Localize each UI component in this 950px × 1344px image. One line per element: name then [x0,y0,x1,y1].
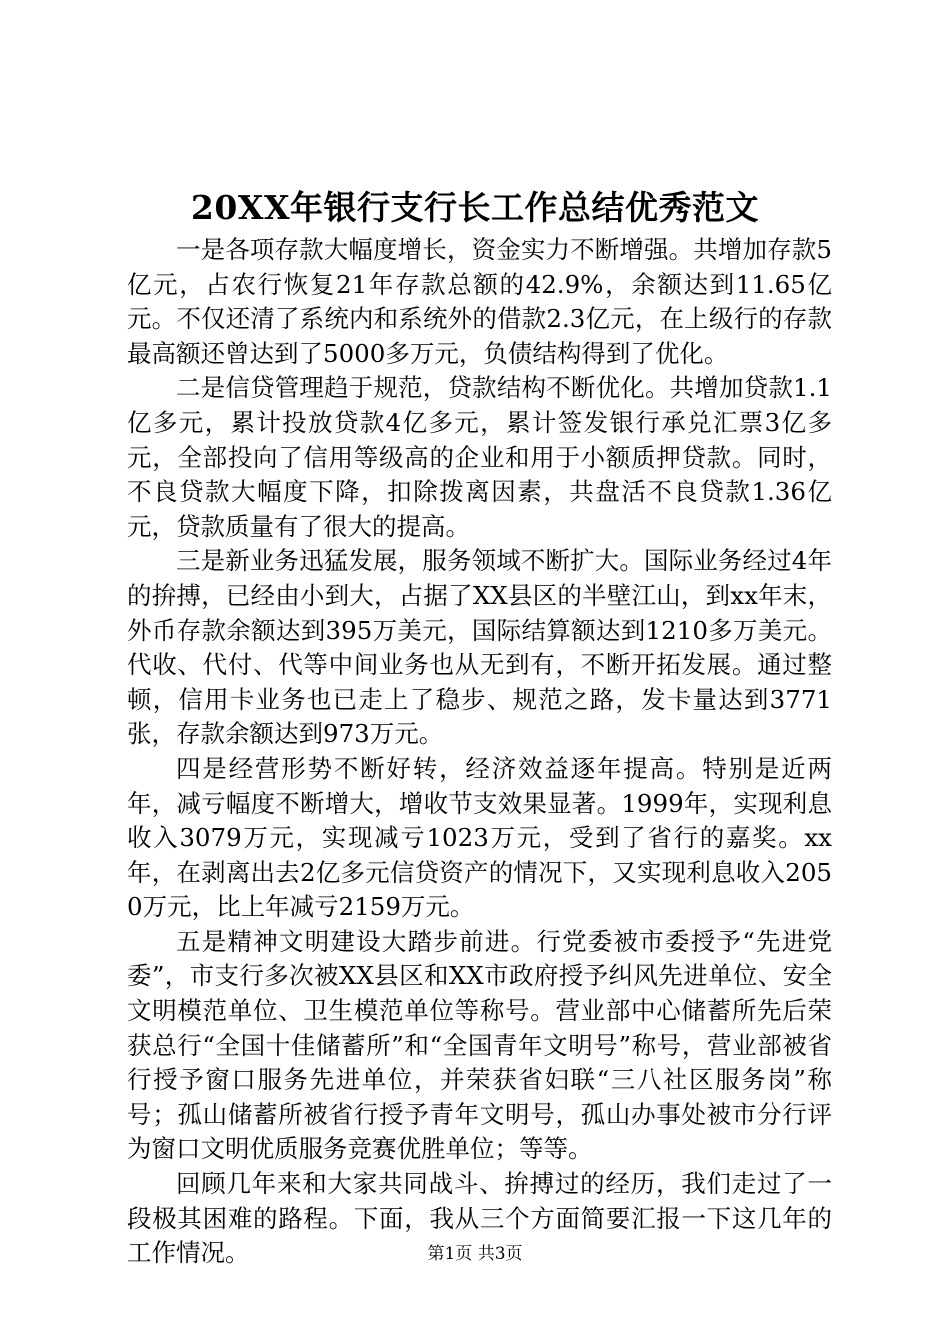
paragraph-operations: 四是经营形势不断好转，经济效益逐年提高。特别是近两年，减亏幅度不断增大，增收节支效果显著。1999年，实现利息收入3079万元，实现减亏1023万元，受到了省行的嘉奖。xx年，在剥离出去2亿多元信贷资产的情况下，又实现利息收入2050万元，比上年减亏2159万元。 [127,753,832,922]
paragraph-deposits: 一是各项存款大幅度增长，资金实力不断增强。共增加存款5亿元，占农行恢复21年存款总额的42.9%，余额达到11.65亿元。不仅还清了系统内和系统外的借款2.3亿元，在上级行的存款最高额还曾达到了5000多万元，负债结构得到了优化。 [127,235,832,368]
document-title: 20XX年银行支行长工作总结优秀范文 [190,188,760,227]
page-number-footer: 第1页 共3页 [427,1244,523,1264]
paragraph-new-business: 三是新业务迅猛发展，服务领域不断扩大。国际业务经过4年的拚搏，已经由小到大，占据了XX县区的半壁江山，到xx年末，外币存款余额达到395万美元，国际结算额达到1210多万美元。代收、代付、代等中间业务也从无到有，不断开拓发展。通过整顿，信用卡业务也已走上了稳步、规范之路，发卡量达到3771张，存款余额达到973万元。 [127,546,832,749]
paragraph-civilization: 五是精神文明建设大踏步前进。行党委被市委授予“先进党委”，市支行多次被XX县区和XX市政府授予纠风先进单位、安全文明模范单位、卫生模范单位等称号。营业部中心储蓄所先后荣获总行“全国十佳储蓄所”和“全国青年文明号”称号，营业部被省行授予窗口服务先进单位，并荣获省妇联“三八社区服务岗”称号；孤山储蓄所被省行授予青年文明号，孤山办事处被市分行评为窗口文明优质服务竞赛优胜单位；等等。 [127,926,832,1164]
paragraph-credit: 二是信贷管理趋于规范，贷款结构不断优化。共增加贷款1.1亿多元，累计投放贷款4亿多元，累计签发银行承兑汇票3亿多元，全部投向了信用等级高的企业和用于小额质押贷款。同时，不良贷款大幅度下降，扣除拨离因素，共盘活不良贷款1.36亿元，贷款质量有了很大的提高。 [127,373,832,541]
paragraph-review: 回顾几年来和大家共同战斗、拚搏过的经历，我们走过了一段极其困难的路程。下面，我从三个方面简要汇报一下这几年的工作情况。 [127,1169,832,1268]
document-body [127,233,832,1271]
